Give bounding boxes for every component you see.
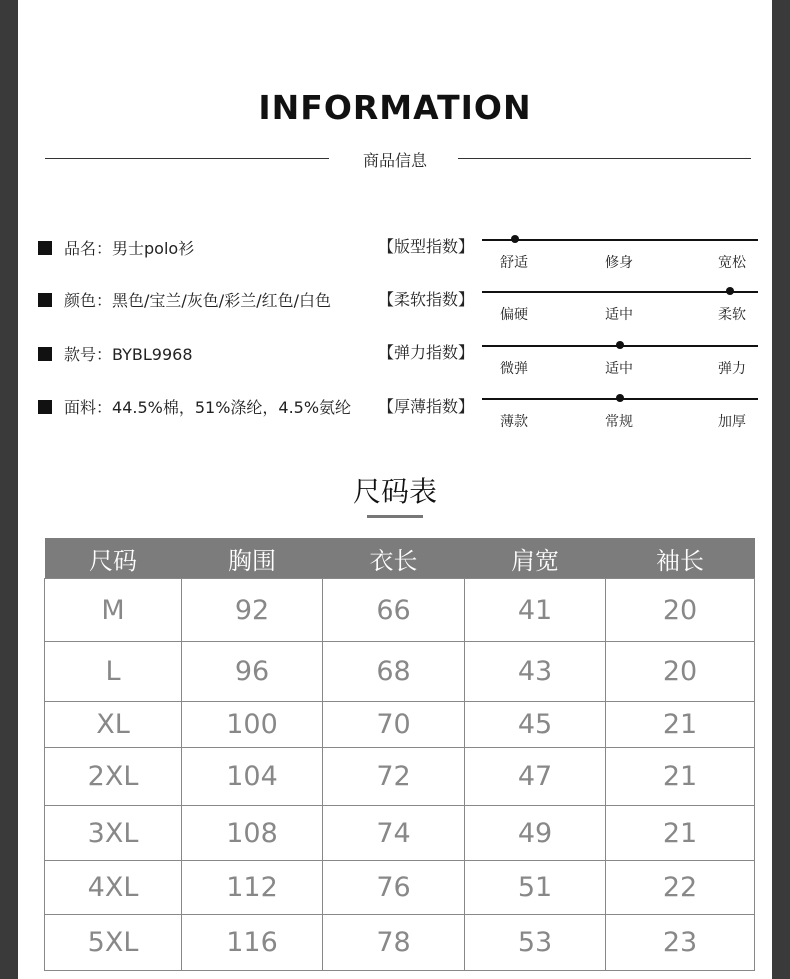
index-marker-dot xyxy=(616,341,624,349)
cell-size: 2XL xyxy=(45,748,182,806)
info-label: 款号： xyxy=(64,345,113,364)
index-label: 【厚薄指数】 xyxy=(378,397,475,416)
cell-sleeve: 21 xyxy=(606,702,755,748)
cell-size: 3XL xyxy=(45,806,182,861)
cell-shoulder: 53 xyxy=(465,915,606,971)
bullet-square-icon xyxy=(38,400,52,414)
cell-size: L xyxy=(45,642,182,702)
index-option-high: 柔软 xyxy=(718,307,746,323)
cell-length: 74 xyxy=(323,806,465,861)
cell-length: 76 xyxy=(323,861,465,915)
cell-length: 70 xyxy=(323,702,465,748)
cell-chest: 108 xyxy=(182,806,323,861)
table-row xyxy=(45,806,755,861)
table-row xyxy=(45,915,755,971)
index-option-low: 微弹 xyxy=(500,361,528,377)
cell-shoulder: 43 xyxy=(465,642,606,702)
info-value: 男士polo衫 xyxy=(112,239,195,258)
info-row-color xyxy=(38,288,331,310)
cell-shoulder: 51 xyxy=(465,861,606,915)
subtitle: 商品信息 xyxy=(362,151,427,170)
index-option-low: 薄款 xyxy=(500,414,528,430)
cell-shoulder: 41 xyxy=(465,579,606,642)
cell-sleeve: 21 xyxy=(606,806,755,861)
bullet-square-icon xyxy=(38,241,52,255)
header-chest: 胸围 xyxy=(182,538,323,579)
index-marker-dot xyxy=(616,394,624,402)
table-row xyxy=(45,861,755,915)
cell-shoulder: 45 xyxy=(465,702,606,748)
cell-chest: 100 xyxy=(182,702,323,748)
header-sleeve: 袖长 xyxy=(606,538,755,579)
table-row xyxy=(45,702,755,748)
cell-sleeve: 23 xyxy=(606,915,755,971)
index-option-low: 舒适 xyxy=(500,255,528,271)
size-table-header-row xyxy=(45,538,755,579)
bullet-square-icon xyxy=(38,347,52,361)
cell-size: M xyxy=(45,579,182,642)
info-row-name xyxy=(38,236,194,258)
page-title: INFORMATION xyxy=(258,88,532,127)
info-value: 黑色/宝兰/灰色/彩兰/红色/白色 xyxy=(112,291,331,310)
cell-chest: 96 xyxy=(182,642,323,702)
cell-shoulder: 49 xyxy=(465,806,606,861)
cell-size: 5XL xyxy=(45,915,182,971)
cell-sleeve: 22 xyxy=(606,861,755,915)
size-chart-title-underline xyxy=(367,515,423,518)
cell-sleeve: 20 xyxy=(606,642,755,702)
index-option-high: 宽松 xyxy=(718,255,746,271)
index-option-mid: 修身 xyxy=(605,255,633,271)
size-chart-title: 尺码表 xyxy=(352,475,437,508)
index-label: 【弹力指数】 xyxy=(378,343,475,362)
cell-chest: 116 xyxy=(182,915,323,971)
info-value: BYBL9968 xyxy=(112,345,193,364)
index-option-low: 偏硬 xyxy=(500,307,528,323)
table-row xyxy=(45,642,755,702)
cell-length: 68 xyxy=(323,642,465,702)
index-label: 【版型指数】 xyxy=(378,237,475,256)
subtitle-bar xyxy=(0,148,790,170)
subtitle-rule-right xyxy=(458,158,751,159)
cell-sleeve: 21 xyxy=(606,748,755,806)
index-option-high: 加厚 xyxy=(718,414,746,430)
info-row-fabric xyxy=(38,395,351,417)
index-option-high: 弹力 xyxy=(718,361,746,377)
info-label: 品名： xyxy=(64,239,113,258)
cell-shoulder: 47 xyxy=(465,748,606,806)
index-option-mid: 适中 xyxy=(605,361,633,377)
info-value: 44.5%棉，51%涤纶，4.5%氨纶 xyxy=(112,398,352,417)
index-option-mid: 常规 xyxy=(605,414,633,430)
index-scale-line xyxy=(482,291,758,293)
cell-length: 78 xyxy=(323,915,465,971)
cell-length: 72 xyxy=(323,748,465,806)
cell-length: 66 xyxy=(323,579,465,642)
cell-chest: 112 xyxy=(182,861,323,915)
table-row xyxy=(45,579,755,642)
cell-size: 4XL xyxy=(45,861,182,915)
index-scale-line xyxy=(482,239,758,241)
info-row-style-number xyxy=(38,342,193,364)
index-label: 【柔软指数】 xyxy=(378,290,475,309)
cell-chest: 104 xyxy=(182,748,323,806)
size-table xyxy=(44,538,755,971)
header-shoulder: 肩宽 xyxy=(465,538,606,579)
bullet-square-icon xyxy=(38,293,52,307)
cell-chest: 92 xyxy=(182,579,323,642)
index-option-mid: 适中 xyxy=(605,307,633,323)
info-label: 面料： xyxy=(64,398,113,417)
cell-sleeve: 20 xyxy=(606,579,755,642)
table-row xyxy=(45,748,755,806)
info-label: 颜色： xyxy=(64,291,113,310)
cell-size: XL xyxy=(45,702,182,748)
header-length: 衣长 xyxy=(323,538,465,579)
header-size: 尺码 xyxy=(45,538,182,579)
